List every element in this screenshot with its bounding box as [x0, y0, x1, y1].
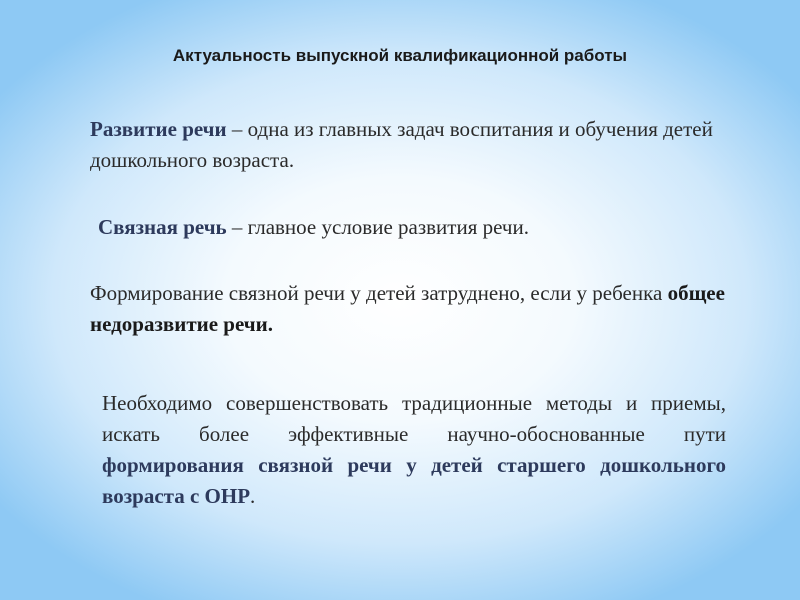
term-coherent-speech-formation: формирования связной речи у детей старшего дошкольного возраста с ОНР — [102, 453, 726, 508]
paragraph-text: – одна из главных задач воспитания и обучения детей дошкольного возраста. — [90, 117, 713, 172]
slide-title: Актуальность выпускной квалификационной работы — [172, 46, 628, 65]
paragraph-coherent-speech — [98, 212, 738, 243]
paragraph-necessity — [102, 388, 726, 512]
paragraph-text: Формирование связной речи у детей затруднено, если у ребенка — [90, 281, 668, 305]
term-speech-development: Развитие речи — [90, 117, 227, 141]
paragraph-speech-development — [90, 114, 730, 176]
term-coherent-speech: Связная речь — [98, 215, 227, 239]
paragraph-text: – главное условие развития речи. — [226, 215, 529, 239]
paragraph-end: . — [250, 484, 256, 508]
term-general-underdevelopment: общее недоразвитие речи. — [90, 281, 725, 336]
paragraph-text: Необходимо совершенствовать традиционные методы и приемы, искать более эффективные научно-обоснованные пути — [102, 391, 726, 446]
paragraph-formation-difficulty — [90, 278, 730, 340]
